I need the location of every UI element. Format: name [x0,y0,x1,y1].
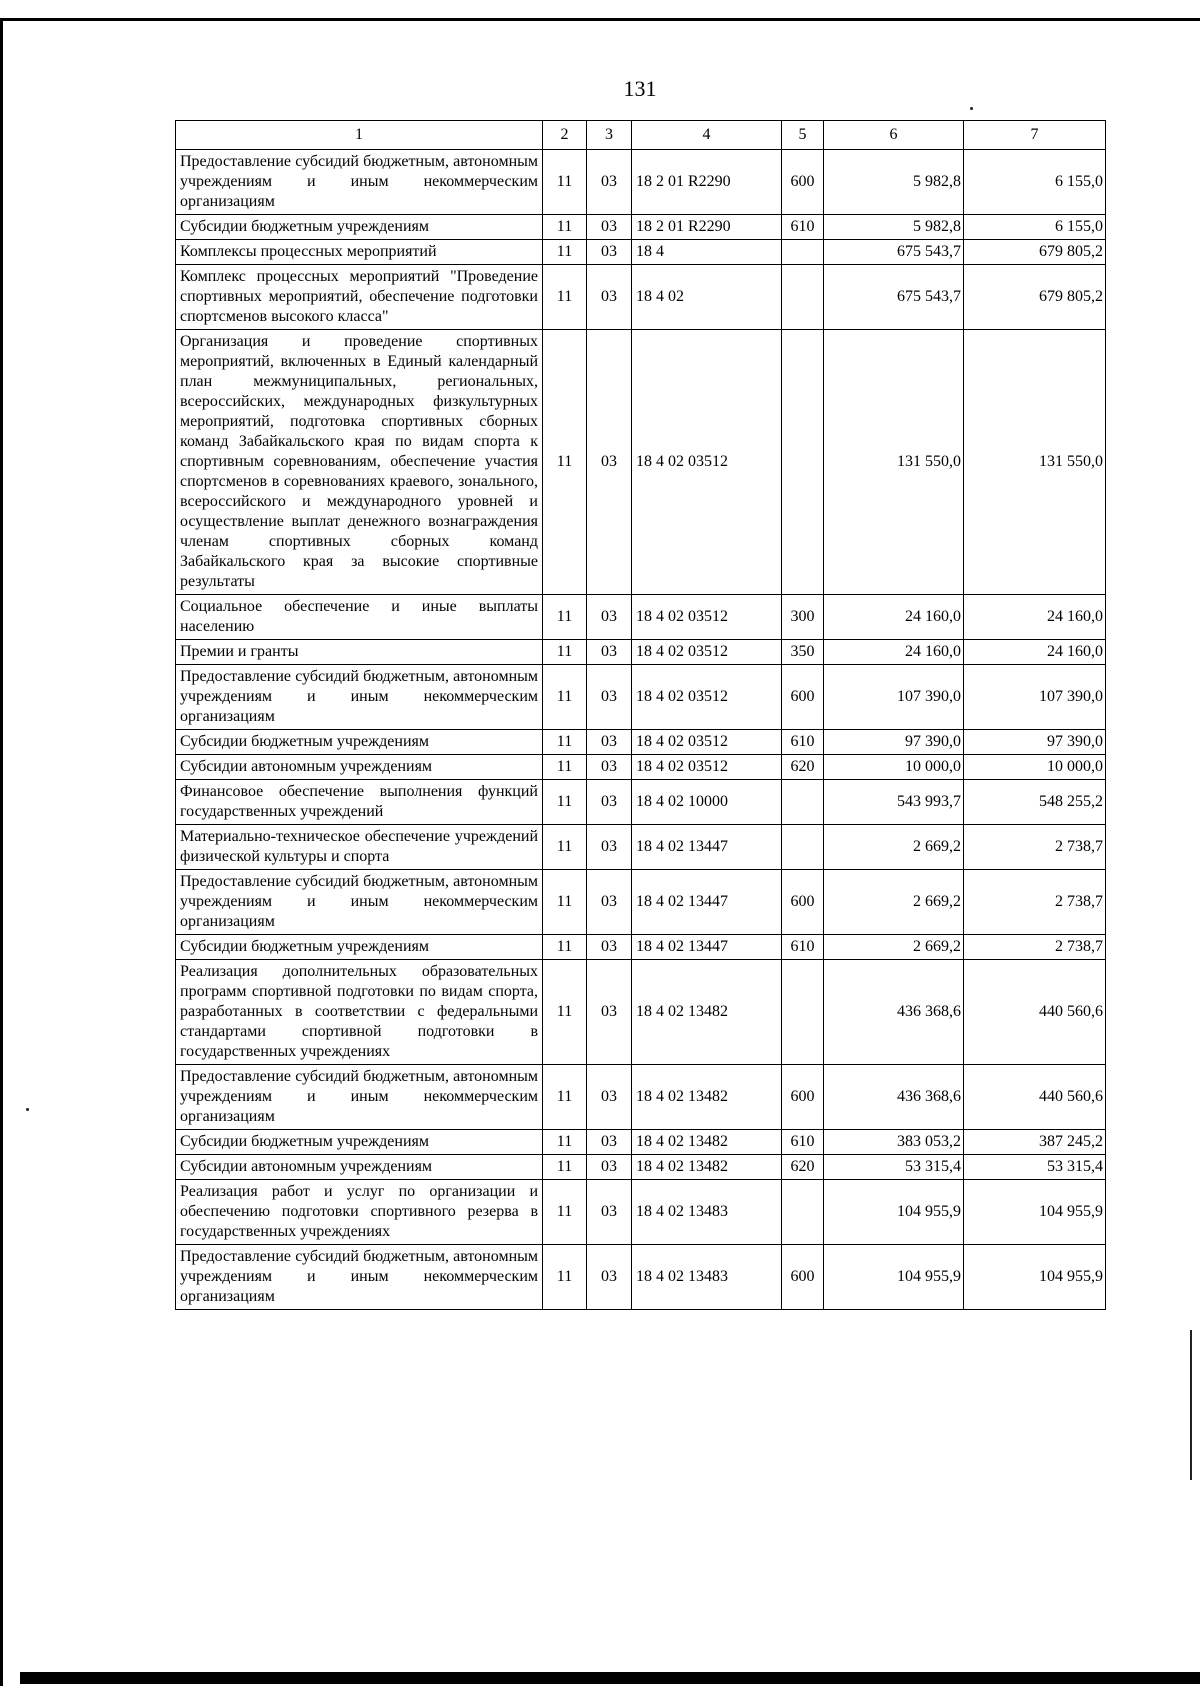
amount-year2-cell: 53 315,4 [964,1155,1106,1180]
section-code-cell: 11 [543,330,587,595]
section-code-cell: 11 [543,215,587,240]
header-cell: 3 [587,121,632,150]
amount-year2-cell: 2 738,7 [964,935,1106,960]
section-code-cell: 11 [543,265,587,330]
subsection-code-cell: 03 [587,330,632,595]
amount-year2-cell: 131 550,0 [964,330,1106,595]
expense-type-cell: 600 [782,870,824,935]
item-name-cell: Субсидии бюджетным учреждениям [176,935,543,960]
expense-type-cell: 600 [782,1245,824,1310]
target-article-cell: 18 4 02 10000 [632,780,782,825]
item-name-cell: Премии и гранты [176,640,543,665]
section-code-cell: 11 [543,665,587,730]
section-code-cell: 11 [543,730,587,755]
amount-year2-cell: 6 155,0 [964,215,1106,240]
section-code-cell: 11 [543,755,587,780]
item-name-cell: Предоставление субсидий бюджетным, автономным учреждениям и иным некоммерческим организациям [176,1245,543,1310]
amount-year2-cell: 107 390,0 [964,665,1106,730]
table-row [176,780,1106,825]
amount-year1-cell: 436 368,6 [824,1065,964,1130]
amount-year1-cell: 107 390,0 [824,665,964,730]
header-cell: 4 [632,121,782,150]
expense-type-cell: 610 [782,935,824,960]
target-article-cell: 18 4 02 13482 [632,1130,782,1155]
table-row [176,215,1106,240]
amount-year1-cell: 2 669,2 [824,825,964,870]
section-code-cell: 11 [543,825,587,870]
scan-speck [26,1108,29,1111]
table-row [176,330,1106,595]
expense-type-cell: 300 [782,595,824,640]
amount-year2-cell: 440 560,6 [964,1065,1106,1130]
amount-year2-cell: 6 155,0 [964,150,1106,215]
target-article-cell: 18 4 [632,240,782,265]
table-row [176,1155,1106,1180]
expense-type-cell: 600 [782,150,824,215]
amount-year2-cell: 97 390,0 [964,730,1106,755]
scan-edge-bottom [20,1672,1200,1684]
amount-year2-cell: 387 245,2 [964,1130,1106,1155]
table-row [176,665,1106,730]
section-code-cell: 11 [543,1130,587,1155]
amount-year1-cell: 53 315,4 [824,1155,964,1180]
table-row [176,755,1106,780]
header-cell: 6 [824,121,964,150]
amount-year2-cell: 24 160,0 [964,640,1106,665]
item-name-cell: Материально-техническое обеспечение учреждений физической культуры и спорта [176,825,543,870]
subsection-code-cell: 03 [587,755,632,780]
section-code-cell: 11 [543,595,587,640]
subsection-code-cell: 03 [587,1180,632,1245]
amount-year2-cell: 10 000,0 [964,755,1106,780]
table-row [176,960,1106,1065]
page-number: 131 [623,76,657,101]
table-row [176,150,1106,215]
target-article-cell: 18 2 01 R2290 [632,215,782,240]
subsection-code-cell: 03 [587,665,632,730]
amount-year2-cell: 2 738,7 [964,870,1106,935]
section-code-cell: 11 [543,1065,587,1130]
scan-edge-top [0,18,1200,21]
subsection-code-cell: 03 [587,595,632,640]
amount-year1-cell: 10 000,0 [824,755,964,780]
target-article-cell: 18 4 02 13482 [632,960,782,1065]
header-cell: 2 [543,121,587,150]
target-article-cell: 18 4 02 03512 [632,330,782,595]
subsection-code-cell: 03 [587,870,632,935]
subsection-code-cell: 03 [587,215,632,240]
amount-year1-cell: 436 368,6 [824,960,964,1065]
subsection-code-cell: 03 [587,730,632,755]
item-name-cell: Социальное обеспечение и иные выплаты населению [176,595,543,640]
expense-type-cell [782,825,824,870]
expense-type-cell [782,960,824,1065]
budget-table [175,120,1106,1310]
expense-type-cell [782,1180,824,1245]
item-name-cell: Субсидии автономным учреждениям [176,755,543,780]
item-name-cell: Субсидии автономным учреждениям [176,1155,543,1180]
target-article-cell: 18 4 02 13483 [632,1245,782,1310]
amount-year2-cell: 440 560,6 [964,960,1106,1065]
section-code-cell: 11 [543,960,587,1065]
section-code-cell: 11 [543,240,587,265]
section-code-cell: 11 [543,1155,587,1180]
expense-type-cell: 600 [782,665,824,730]
table-row [176,1245,1106,1310]
table-row [176,825,1106,870]
expense-type-cell: 600 [782,1065,824,1130]
table-row [176,640,1106,665]
item-name-cell: Финансовое обеспечение выполнения функций государственных учреждений [176,780,543,825]
header-cell: 7 [964,121,1106,150]
item-name-cell: Предоставление субсидий бюджетным, автономным учреждениям и иным некоммерческим организациям [176,870,543,935]
section-code-cell: 11 [543,870,587,935]
target-article-cell: 18 4 02 03512 [632,730,782,755]
amount-year1-cell: 97 390,0 [824,730,964,755]
target-article-cell: 18 4 02 03512 [632,595,782,640]
amount-year1-cell: 2 669,2 [824,935,964,960]
subsection-code-cell: 03 [587,240,632,265]
subsection-code-cell: 03 [587,265,632,330]
item-name-cell: Предоставление субсидий бюджетным, автономным учреждениям и иным некоммерческим организациям [176,1065,543,1130]
item-name-cell: Организация и проведение спортивных мероприятий, включенных в Единый календарный план межмуниципальных, региональных, всероссийских, международных физкультурных мероприятий, подготовка спортивных сборных команд Забайкальского края по видам спорта к спортивным соревнованиям, обеспечение участия спортсменов в соревнованиях краевого, зонального, всероссийского и международного уровней и осуществление выплат денежного вознаграждения членам спортивных сборных команд Забайкальского края за высокие спортивные результаты [176,330,543,595]
amount-year1-cell: 675 543,7 [824,240,964,265]
expense-type-cell: 620 [782,1155,824,1180]
target-article-cell: 18 4 02 13483 [632,1180,782,1245]
amount-year1-cell: 24 160,0 [824,640,964,665]
item-name-cell: Комплекс процессных мероприятий "Проведение спортивных мероприятий, обеспечение подготовки спортсменов высокого класса" [176,265,543,330]
expense-type-cell [782,240,824,265]
target-article-cell: 18 4 02 03512 [632,640,782,665]
subsection-code-cell: 03 [587,1155,632,1180]
section-code-cell: 11 [543,935,587,960]
item-name-cell: Предоставление субсидий бюджетным, автономным учреждениям и иным некоммерческим организациям [176,665,543,730]
section-code-cell: 11 [543,150,587,215]
table-row [176,935,1106,960]
amount-year1-cell: 5 982,8 [824,150,964,215]
target-article-cell: 18 4 02 03512 [632,755,782,780]
amount-year2-cell: 679 805,2 [964,240,1106,265]
amount-year2-cell: 548 255,2 [964,780,1106,825]
amount-year1-cell: 543 993,7 [824,780,964,825]
subsection-code-cell: 03 [587,935,632,960]
item-name-cell: Предоставление субсидий бюджетным, автономным учреждениям и иным некоммерческим организациям [176,150,543,215]
amount-year1-cell: 131 550,0 [824,330,964,595]
section-code-cell: 11 [543,1245,587,1310]
item-name-cell: Реализация дополнительных образовательных программ спортивной подготовки по видам спорта, разработанных в соответствии с федеральными стандартами спортивной подготовки в государственных учреждениях [176,960,543,1065]
item-name-cell: Реализация работ и услуг по организации и обеспечению подготовки спортивного резерва в государственных учреждениях [176,1180,543,1245]
table-row [176,265,1106,330]
amount-year2-cell: 104 955,9 [964,1180,1106,1245]
subsection-code-cell: 03 [587,150,632,215]
item-name-cell: Субсидии бюджетным учреждениям [176,1130,543,1155]
item-name-cell: Субсидии бюджетным учреждениям [176,730,543,755]
amount-year1-cell: 104 955,9 [824,1180,964,1245]
target-article-cell: 18 4 02 03512 [632,665,782,730]
target-article-cell: 18 4 02 13447 [632,935,782,960]
target-article-cell: 18 4 02 13447 [632,825,782,870]
table-row [176,595,1106,640]
scan-edge-left [0,18,3,1686]
table-header-row [176,121,1106,150]
item-name-cell: Комплексы процессных мероприятий [176,240,543,265]
expense-type-cell: 350 [782,640,824,665]
expense-type-cell: 610 [782,215,824,240]
expense-type-cell [782,780,824,825]
expense-type-cell: 610 [782,1130,824,1155]
amount-year1-cell: 24 160,0 [824,595,964,640]
section-code-cell: 11 [543,780,587,825]
header-cell: 1 [176,121,543,150]
target-article-cell: 18 2 01 R2290 [632,150,782,215]
amount-year2-cell: 2 738,7 [964,825,1106,870]
scan-speck [970,107,973,110]
subsection-code-cell: 03 [587,1245,632,1310]
item-name-cell: Субсидии бюджетным учреждениям [176,215,543,240]
amount-year1-cell: 2 669,2 [824,870,964,935]
table-row [176,240,1106,265]
header-cell: 5 [782,121,824,150]
subsection-code-cell: 03 [587,825,632,870]
subsection-code-cell: 03 [587,640,632,665]
subsection-code-cell: 03 [587,780,632,825]
expense-type-cell: 610 [782,730,824,755]
table-row [176,730,1106,755]
expense-type-cell [782,330,824,595]
target-article-cell: 18 4 02 13482 [632,1065,782,1130]
expense-type-cell [782,265,824,330]
amount-year1-cell: 104 955,9 [824,1245,964,1310]
subsection-code-cell: 03 [587,1065,632,1130]
section-code-cell: 11 [543,1180,587,1245]
amount-year1-cell: 675 543,7 [824,265,964,330]
scan-edge-right [1190,1330,1192,1480]
table-row [176,1130,1106,1155]
amount-year1-cell: 383 053,2 [824,1130,964,1155]
amount-year2-cell: 24 160,0 [964,595,1106,640]
target-article-cell: 18 4 02 13482 [632,1155,782,1180]
amount-year2-cell: 104 955,9 [964,1245,1106,1310]
table-row [176,870,1106,935]
table-row [176,1065,1106,1130]
target-article-cell: 18 4 02 [632,265,782,330]
subsection-code-cell: 03 [587,1130,632,1155]
amount-year1-cell: 5 982,8 [824,215,964,240]
amount-year2-cell: 679 805,2 [964,265,1106,330]
section-code-cell: 11 [543,640,587,665]
subsection-code-cell: 03 [587,960,632,1065]
table-row [176,1180,1106,1245]
target-article-cell: 18 4 02 13447 [632,870,782,935]
expense-type-cell: 620 [782,755,824,780]
